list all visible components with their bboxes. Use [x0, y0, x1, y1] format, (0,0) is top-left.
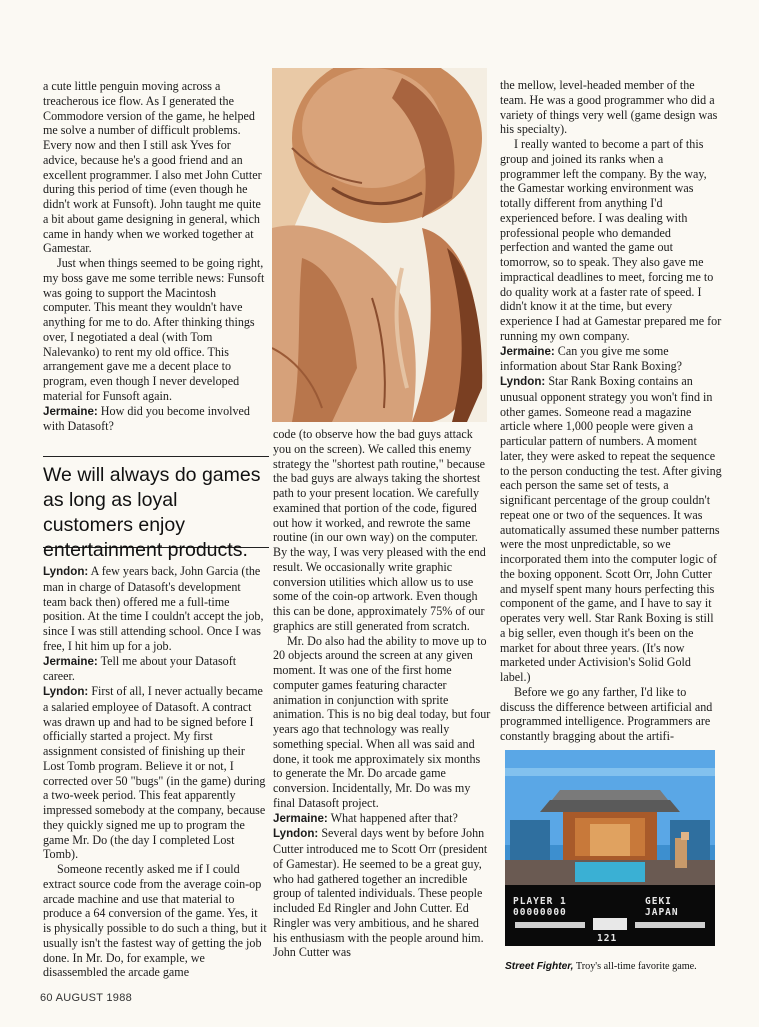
paragraph-text: A few years back, John Garcia (the man in charge of Datasoft's development team back then) offered me a full-time position. At the time I couldn't accept the job, since I was still attending school. Once I was free, I hit him up for a job. — [43, 564, 264, 653]
speaker-label: Jermaine: — [273, 811, 328, 825]
paragraph-text: Star Rank Boxing contains an unusual opponent strategy you won't find in other games. Someone read a magazine article where 1,000 people were given a particular pattern of numbers. A moment later, they were asked to repeat the sequence to the person conducting the test. After giving each person the same set of tests, a significant percentage of the group couldn't repeat one or two of the sequences. It was automatically assumed these number patterns were the most unpredictable, so we incorporated them into the computer logic of the boxing opponent. Scott Orr, John Cutter and myself spent many hours perfecting this component of the game, and I have to say it operates very well. Star Rank Boxing is still a big seller, even though it's been on the market for about three years. (It's now marketed under Activision's Solid Gold label.) — [500, 374, 722, 684]
stage-country: JAPAN — [645, 907, 679, 918]
paragraph — [43, 404, 267, 435]
paragraph-text: First of all, I never actually became a salaried employee of Datasoft. A contract was drawn up and had to be signed before I officially started a project. My first assignment consisted of finishing up their Lost Tomb program. Believe it or not, I corrected over 50 "bugs" (in the game) during a two-week period. This feat apparently impressed somebody at the company, because they quickly signed me up to program the game Mr. Do (the day I completed Lost Tomb). — [43, 684, 266, 862]
paragraph-text: Mr. Do also had the ability to move up to 20 objects around the screen at any given moment. It was one of the first home computer games featuring character animation in conjunction with sprite animation. This is no big deal today, but four years ago that technology was really something special. When all was said and done, it took me approximately six months to generate the Mr. Do arcade game conversion. Incidentally, Mr. Do was my final Datasoft project. — [273, 633, 491, 810]
paragraph-text: the mellow, level-headed member of the team. He was a good programmer who did a variety of things very well (game design was his specialty). — [500, 78, 718, 137]
paragraph — [43, 862, 267, 980]
paragraph — [500, 137, 722, 344]
speaker-label: Lyndon: — [273, 827, 319, 841]
article-column-3 — [500, 78, 722, 744]
article-column-1-top — [43, 79, 267, 434]
paragraph — [273, 811, 491, 827]
speaker-label: Jermaine: — [43, 404, 98, 418]
caption-title: Street Fighter, — [505, 961, 574, 972]
speaker-label: Jermaine: — [500, 344, 555, 358]
stage-name: GEKI — [645, 896, 672, 907]
paragraph-text: Just when things seemed to be going right, my boss gave me some terrible news: Funsoft was going to support the Macintosh computer. This meant they wouldn't have anything for me to do. After thinking things over, I negotiated a deal (with Tom Nalevanko) to rent my old office. This arrangement gave me a decent place to program, even though I never developed material for Funsoft again. — [43, 256, 265, 403]
paragraph — [273, 634, 491, 811]
paragraph-text: Several days went by before John Cutter introduced me to Scott Orr (president of Gamestar). He seemed to be a great guy, who had gathered together an incredible group of talented individuals. These people included Ed Ringler and John Cutter. Ed Ringler was very ambitious, and he shared his enthusiasm with the people around him. John Cutter was — [273, 826, 488, 960]
speaker-label: Jermaine: — [43, 654, 98, 668]
speaker-label: Lyndon: — [43, 565, 89, 578]
paragraph-text: Can you give me some information about Star Rank Boxing? — [500, 343, 683, 374]
street-fighter-screenshot — [505, 750, 715, 946]
paragraph — [273, 826, 491, 960]
paragraph-text: Someone recently asked me if I could extract source code from the average coin-op arcade machine and use that material to produce a 64 conversion of the game. Yes, it is physically possible to do such a thing, but it usually isn't the fastest way of getting the job done. In Mr. Do, for example, we disassembled the arcade game — [43, 862, 267, 980]
pull-quote-text: We will always do games as long as loyal customers enjoy entertainment products. — [43, 464, 261, 561]
boxer-illustration — [272, 68, 487, 422]
paragraph-text: How did you become involved with Datasoft? — [43, 403, 250, 434]
boxer-illustration-art — [272, 68, 487, 422]
screenshot-caption — [505, 961, 725, 972]
paragraph-text: Tell me about your Datasoft career. — [43, 653, 237, 684]
paragraph — [43, 564, 267, 654]
paragraph-text: a cute little penguin moving across a treacherous ice flow. As I generated the Commodore version of the game, he helped me solve a number of difficult problems. Every now and then I still ask Yves for advice, because he's a good friend and an excellent programmer. I also met John Cutter during this period of time (even though he didn't work at Funsoft). John taught me quite a bit about game designing in general, which came in handy when we worked together at Gamestar. — [43, 79, 262, 256]
speaker-label: Lyndon: — [43, 685, 89, 698]
article-column-1-bottom — [43, 564, 267, 980]
paragraph — [500, 344, 722, 375]
paragraph — [43, 79, 267, 256]
paragraph-text: code (to observe how the bad guys attack you on the screen). We called this enemy strategy the "shortest path routine," because the bad guys are always taking the shortest path to your present location. We carefully examined that portion of the code, figured out how it worked, and rewrote the same routine (in our own way) on the computer. By the way, I was very pleased with the end result. We occasionally write graphic conversion utilities which allow us to use some of the coin-op artwork. Even though this can be done, approximately 75% of our graphics are still generated from scratch. — [273, 427, 486, 633]
caption-text: Troy's all-time favorite game. — [573, 961, 697, 972]
round-timer: 121 — [597, 933, 618, 944]
paragraph — [273, 427, 491, 634]
paragraph — [43, 654, 267, 685]
paragraph — [500, 685, 722, 744]
paragraph — [500, 374, 722, 685]
paragraph-text: I really wanted to become a part of this group and joined its ranks when a programmer left the company. By the way, the Gamestar working environment was totally different from anything I'd experienced before. I was dealing with professional people who demanded perfection and wanted the game out tomorrow, so to speak. They also gave me impractical deadlines to meet, forcing me to do quality work at a faster rate of speed. I didn't know it at the time, but every experience I had at Gamestar prepared me for running my own company. — [500, 137, 722, 343]
paragraph — [43, 684, 267, 862]
page-folio: 60 AUGUST 1988 — [40, 992, 133, 1004]
pull-quote — [43, 456, 269, 561]
player-score: 00000000 — [513, 907, 567, 918]
paragraph-text: What happened after that? — [327, 810, 458, 825]
paragraph — [500, 78, 722, 137]
speaker-label: Lyndon: — [500, 375, 546, 388]
paragraph — [43, 256, 267, 404]
player-label: PLAYER 1 — [513, 896, 567, 907]
article-column-2 — [273, 427, 491, 960]
paragraph-text: Before we go any farther, I'd like to discuss the difference between artificial and programmed intelligence. Programmers are constantly bragging about the artifi- — [500, 684, 713, 743]
